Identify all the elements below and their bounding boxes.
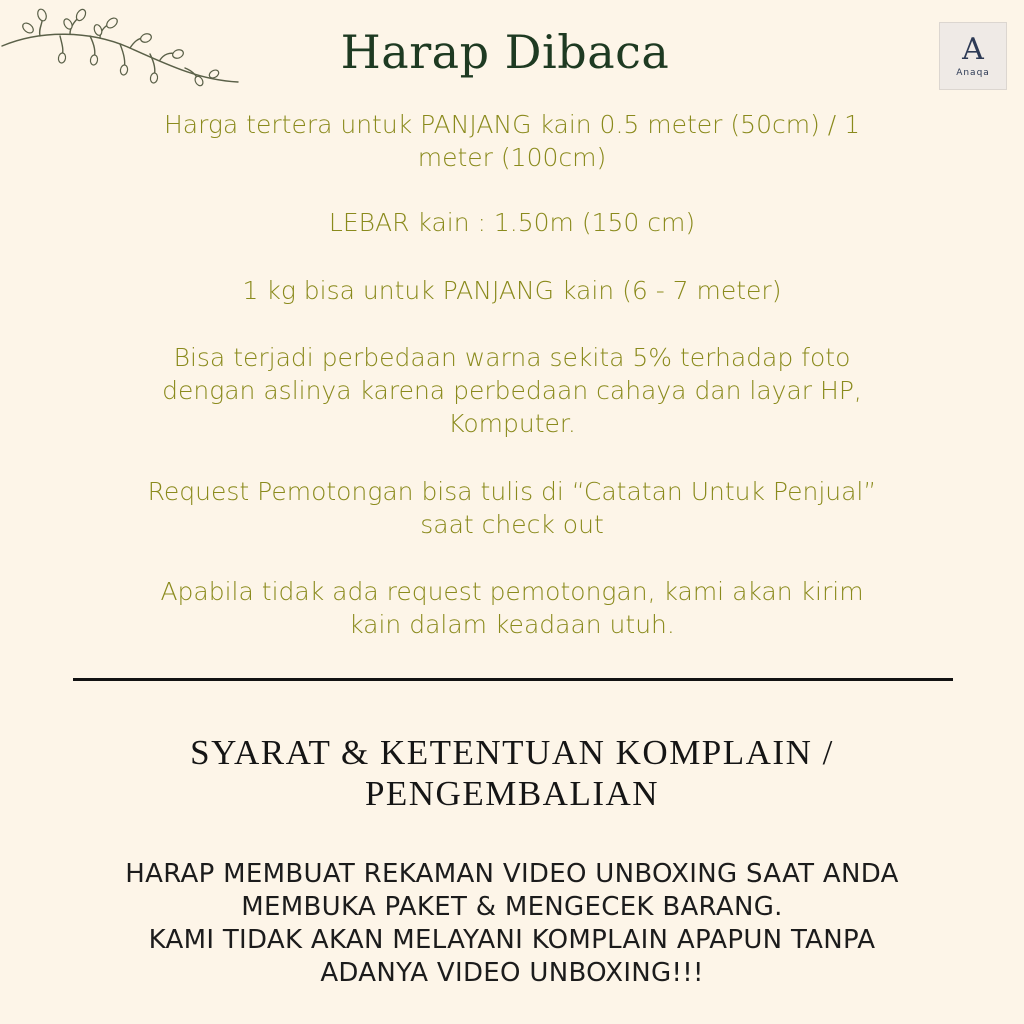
terms-title bbox=[80, 732, 944, 814]
text-line: LEBAR kain : 1.50m (150 cm) bbox=[328, 208, 696, 237]
text-line: KAMI TIDAK AKAN MELAYANI KOMPLAIN APAPUN TANPA bbox=[148, 925, 876, 955]
text-line: saat check out bbox=[420, 510, 604, 539]
section-divider bbox=[73, 678, 953, 681]
text-line: Bisa terjadi perbedaan warna sekita 5% terhadap foto bbox=[173, 343, 851, 372]
text-line: meter (100cm) bbox=[417, 143, 607, 172]
text-line: HARAP MEMBUAT REKAMAN VIDEO UNBOXING SAAT ANDA bbox=[125, 859, 899, 889]
text-line: MEMBUKA PAKET & MENGECEK BARANG. bbox=[241, 892, 783, 922]
text-line: Request Pemotongan bisa tulis di “Catatan Untuk Penjual” bbox=[147, 477, 877, 506]
info-paragraph-weight bbox=[90, 274, 934, 307]
info-paragraph-uncut bbox=[90, 575, 934, 641]
info-paragraph-cutting bbox=[90, 475, 934, 541]
text-line: Harga tertera untuk PANJANG kain 0.5 meter (50cm) / 1 bbox=[163, 110, 861, 139]
text-line: dengan aslinya karena perbedaan cahaya dan layar HP, bbox=[162, 376, 862, 405]
text-line: SYARAT & KETENTUAN KOMPLAIN / bbox=[190, 733, 834, 772]
text-line: PENGEMBALIAN bbox=[364, 774, 660, 813]
page-title: Harap Dibaca bbox=[340, 25, 670, 79]
info-paragraph-length bbox=[90, 108, 934, 174]
text-line: ADANYA VIDEO UNBOXING!!! bbox=[320, 958, 704, 988]
logo-text: Anaqa bbox=[956, 68, 990, 78]
text-line: Komputer. bbox=[448, 409, 576, 438]
text-line: Apabila tidak ada request pemotongan, kami akan kirim bbox=[160, 577, 864, 606]
info-paragraph-width bbox=[90, 206, 934, 239]
logo-letter: A bbox=[962, 32, 984, 67]
info-paragraph-color bbox=[90, 341, 934, 440]
unboxing-notice bbox=[40, 858, 984, 990]
text-line: kain dalam keadaan utuh. bbox=[349, 610, 675, 639]
text-line: 1 kg bisa untuk PANJANG kain (6 - 7 meter) bbox=[242, 276, 782, 305]
